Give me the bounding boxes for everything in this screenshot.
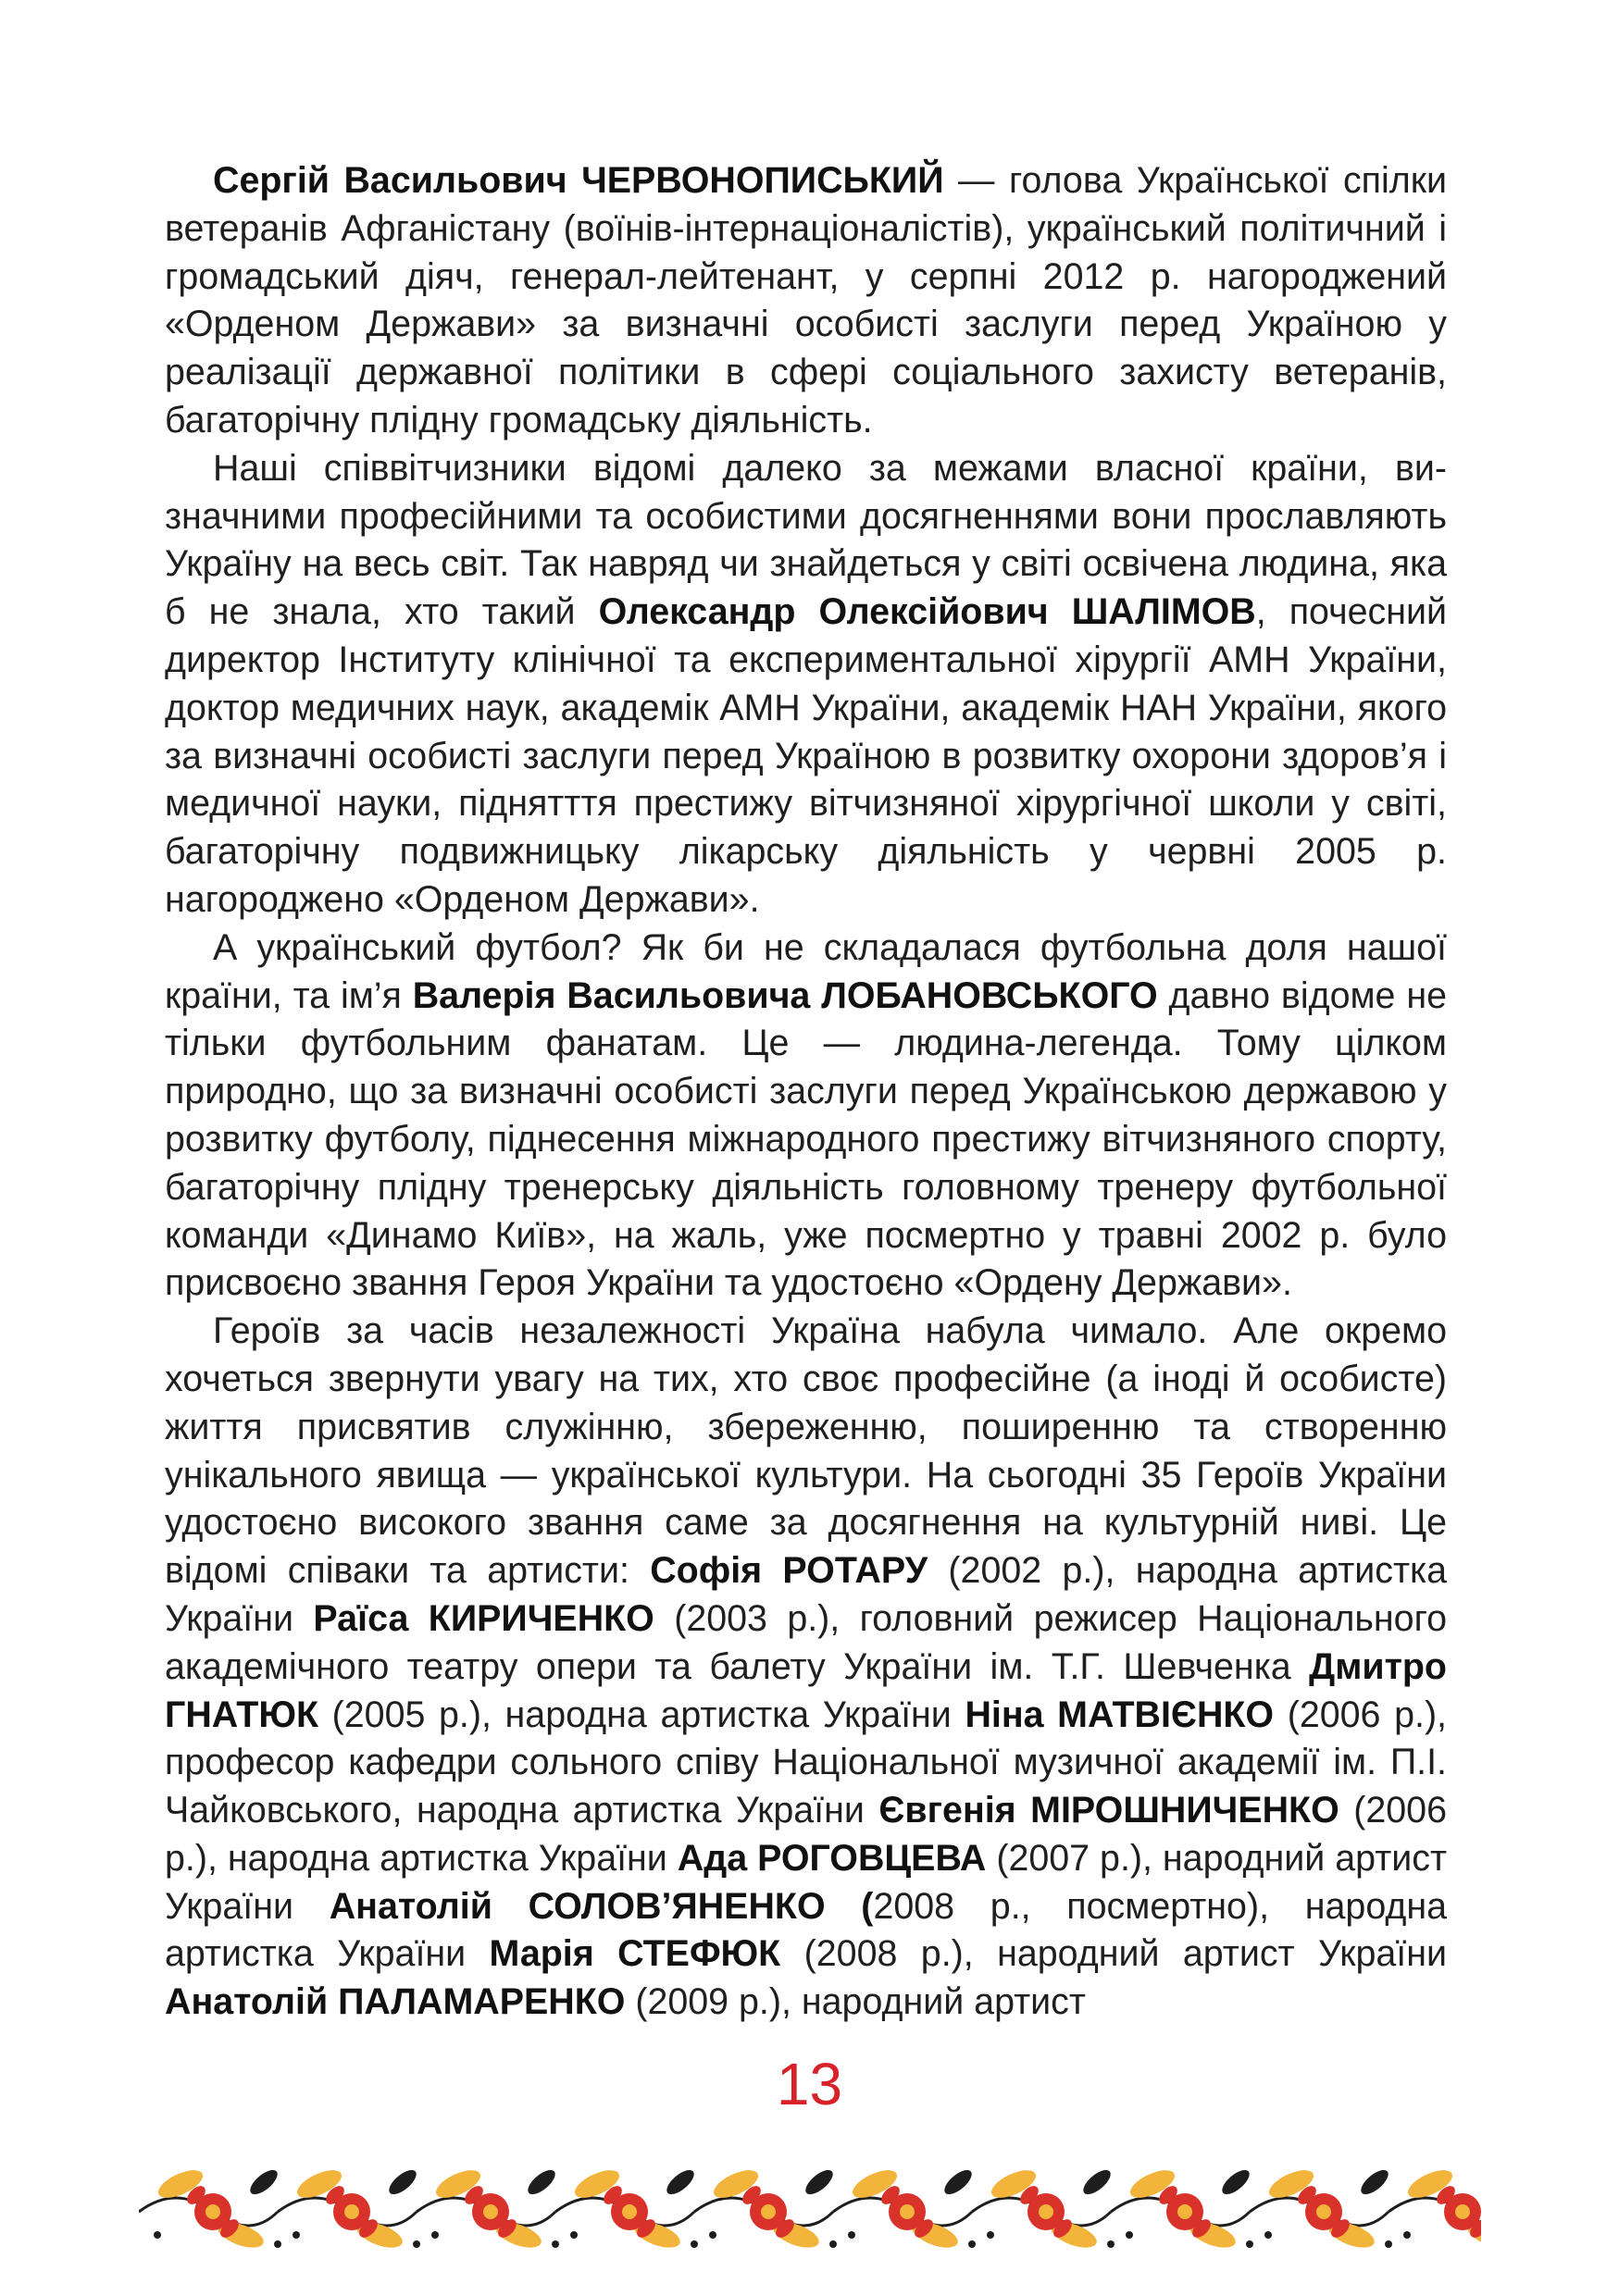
text-run: Героїв за часів незалежності Україна набула чимало. Але окремо хочеться звернути увагу на тих, хто своє професійне (а іноді й особисте) життя присвятив служінню, збереженню, поширенню та створенню унікального явища — української культури. На сьогодні 35 Героїв України удостоєно високого звання саме за досягнення на культурній ниві. Це відомі співаки та артисти:	[165, 1310, 1447, 1592]
ornament-shape	[1177, 2204, 1192, 2219]
text-run: (2009 р.), народний артист	[625, 1981, 1086, 2023]
ornament-shape	[274, 2240, 281, 2248]
ornament-shape	[344, 2204, 359, 2219]
text-run: (2005 р.), народна артистка України	[318, 1694, 965, 1735]
bold-name: Валерія Васильовича ЛОБАНОВСЬКОГО	[412, 974, 1158, 1016]
bold-name: Раїса КИРИЧЕНКО	[313, 1597, 654, 1639]
text-run: Наші співвітчизники відомі далеко за межами власної країни, визначними професійними та особистими досягненнями вони прославляють Україну на весь світ. Так навряд чи знайдеться у світі освічена людина, яка б не знала, хто такий	[165, 447, 1447, 633]
ornament-shape	[1264, 2231, 1272, 2239]
text-run: А український футбол? Як би не складалася футбольна доля нашої країни, та ім’я	[165, 926, 1447, 1016]
ornament-shape	[622, 2204, 637, 2219]
ornament-shape	[940, 2166, 976, 2198]
ornament-shape	[246, 2166, 281, 2198]
ornament-shape	[1039, 2204, 1053, 2219]
ornament-shape	[1107, 2240, 1115, 2248]
floral-border-ornament	[139, 2147, 1481, 2265]
ornament-shape	[987, 2231, 994, 2239]
ornament-shape	[802, 2166, 837, 2198]
text-run: (2002 р.), народна артистка України	[165, 1550, 1447, 1639]
ornament-shape	[829, 2240, 837, 2248]
page-number: 13	[776, 2051, 843, 2117]
bold-name: Євгенія МІРОШНИЧЕНКО	[878, 1790, 1339, 1831]
ornament-shape	[385, 2166, 420, 2198]
ornament-shape	[1218, 2166, 1253, 2198]
paragraph	[165, 1308, 1447, 2027]
text-run: (2003 р.), головний режисер Національного академічного театру опери та балету України ім. Т.Г. Шевченка	[165, 1597, 1447, 1687]
bold-name: Марія СТЕФЮК	[489, 1933, 781, 1975]
ornament-shape	[1246, 2240, 1253, 2248]
ornament-shape	[431, 2231, 439, 2239]
text-run: (2006 р.), народна артистка України	[165, 1790, 1447, 1879]
paragraph	[165, 925, 1447, 1308]
ornament-shape	[154, 2231, 161, 2239]
bold-name: Софія РОТАРУ	[650, 1550, 928, 1592]
ornament-shape	[483, 2204, 498, 2219]
bold-name: Анатолій ПАЛАМАРЕНКО	[165, 1981, 626, 2023]
bold-name: Сергій Васильович ЧЕРВОНОПИСЬКИЙ	[213, 160, 944, 201]
ornament-shape	[413, 2240, 420, 2248]
ornament-shape	[552, 2240, 559, 2248]
ornament-shape	[968, 2240, 976, 2248]
bold-name: Ада РОГОВЦЕВА	[677, 1837, 987, 1879]
ornament-shape	[1316, 2204, 1331, 2219]
text-run: давно відоме не тільки футбольним фанатам. Це — людина-легенда. Тому цілком природно, що за визначні особисті заслуги перед Українською державою у розвитку футболу, піднесення міжнародного престижу вітчизняного спорту, багаторічну плідну тренерську діяльність головному тренеру футбольної команди «Динамо Київ», на жаль, уже посмертно у травні 2002 р. було присвоєно звання Героя України та удостоєно «Ордену Держави».	[165, 974, 1447, 1304]
text-run: 2008 р., посмертно), народна артистка України	[165, 1885, 1448, 1975]
ornament-shape	[1357, 2166, 1392, 2198]
ornament-shape	[205, 2204, 220, 2219]
bold-name: Дмитро ГНАТЮК	[165, 1645, 1447, 1735]
body-text	[165, 157, 1447, 2027]
text-run: — голова Української спілки ветеранів Афганістану (воїнів-інтернаціоналістів), український політичний і громадський діяч, генерал-лейтенант, у серпні 2012 р. нагороджений «Орденом Держави» за визначні особисті заслуги перед Україною у реалізації державної політики в сфері соціального захисту ветеранів, багаторічну плідну громадську діяльність.	[165, 160, 1447, 441]
ornament-shape	[900, 2204, 915, 2219]
ornament-shape	[1126, 2231, 1133, 2239]
text-run: (2006 р.), професор кафедри сольного співу Національної музичної академії ім. П.І. Чайковського, народна артистка України	[165, 1694, 1447, 1831]
text-run: , почесний директор Інституту клінічної та експериментальної хірургії АМН України, доктор медичних наук, академік АМН України, академік НАН України, якого за визначні особисті заслуги перед Україною в розвитку охорони здоров’я і медичної науки, піднятття престижу вітчизняної хірургічної школи у світі, багаторічну подвижницьку лікарську діяльність у червні 2005 р. нагороджено «Орденом Держави».	[165, 591, 1447, 920]
ornament-shape	[293, 2231, 300, 2239]
bold-name: Олександр Олексійович ШАЛІМОВ	[598, 591, 1256, 633]
ornament-shape	[524, 2166, 559, 2198]
ornament-shape	[570, 2231, 578, 2239]
paragraph	[165, 445, 1447, 925]
ornament-shape	[663, 2166, 698, 2198]
text-run: (2008 р.), народний артист України	[780, 1933, 1447, 1975]
ornament-shape	[761, 2204, 776, 2219]
ornament-shape	[848, 2231, 855, 2239]
ornament-shape	[691, 2240, 698, 2248]
bold-name: Ніна МАТВІЄНКО	[965, 1694, 1275, 1735]
ornament-shape	[1455, 2204, 1470, 2219]
ornament-shape	[1385, 2240, 1392, 2248]
bold-name: Анатолій СОЛОВ’ЯНЕНКО (	[329, 1885, 874, 1927]
ornament-shape	[1079, 2166, 1115, 2198]
paragraph	[165, 157, 1447, 445]
text-run: (2007 р.), народний артист України	[165, 1837, 1447, 1927]
ornament-shape	[709, 2231, 716, 2239]
ornament-shape	[1403, 2231, 1411, 2239]
